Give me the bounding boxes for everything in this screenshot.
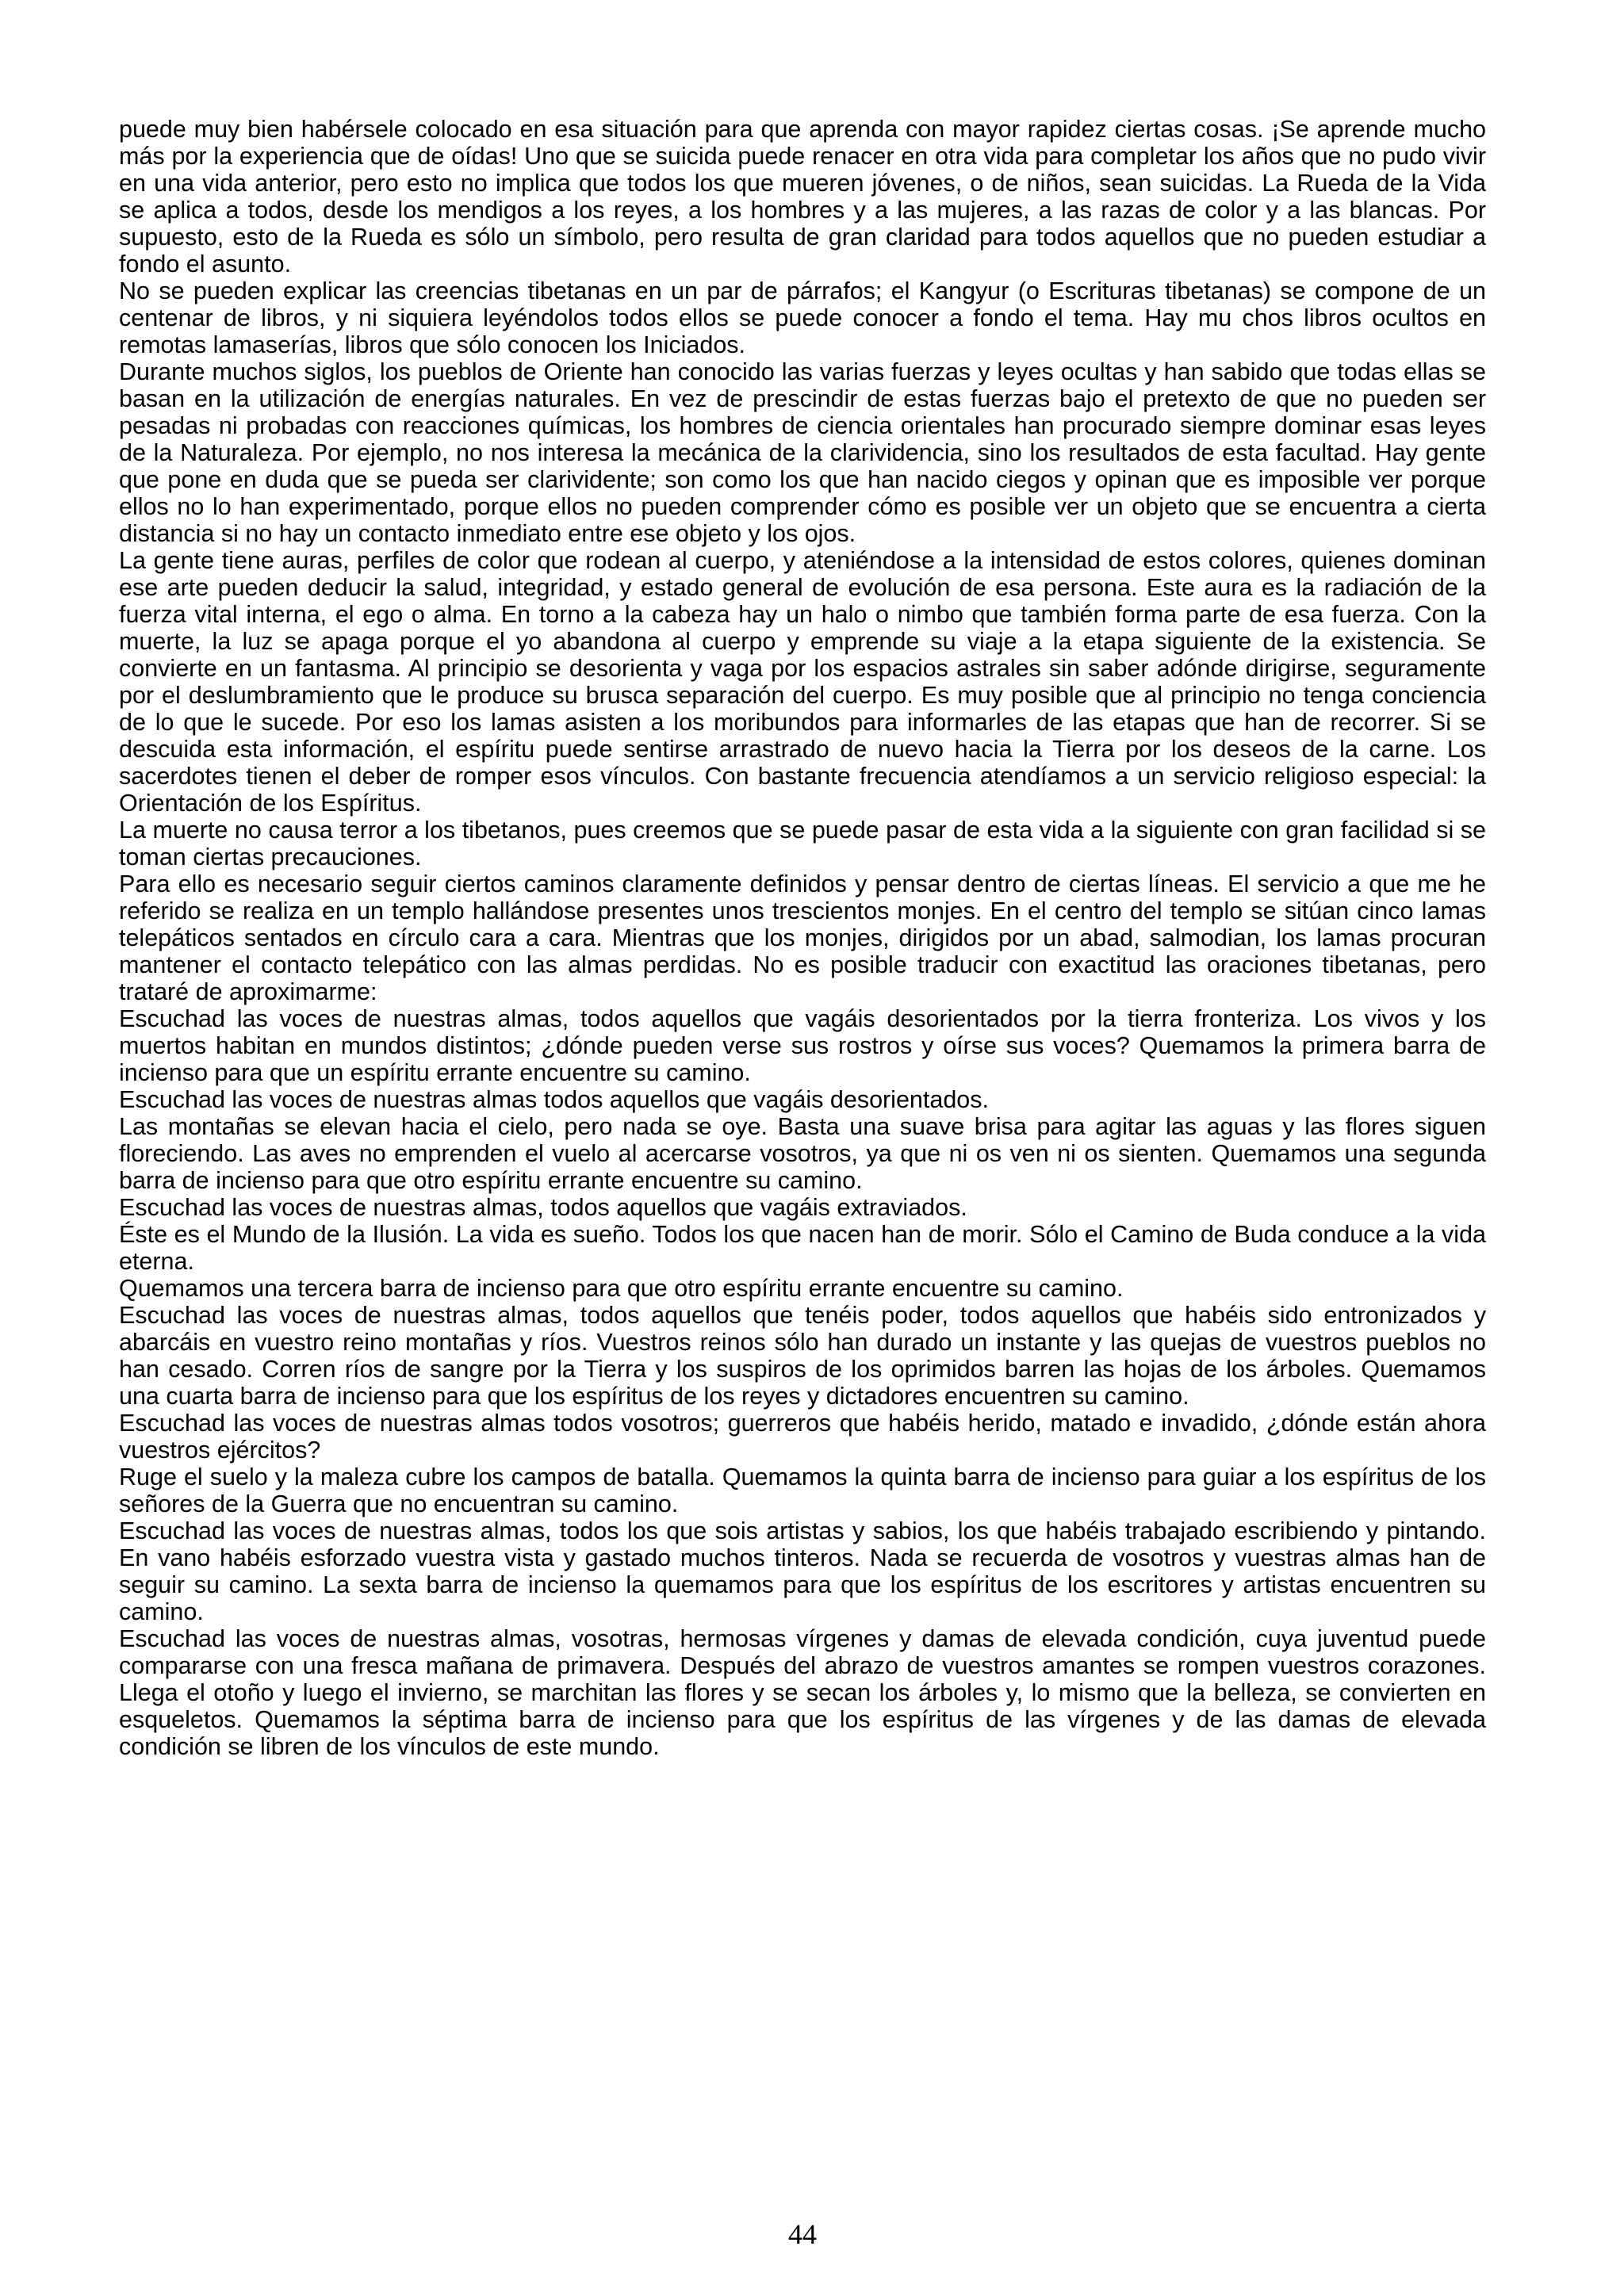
paragraph: No se pueden explicar las creencias tibetanas en un par de párrafos; el Kangyur (o Escrituras tibetanas) se compone de un centenar de libros, y ni siquiera leyéndolos todos ellos se puede conocer a fondo el tema. Hay mu chos libros ocultos en remotas lamaserías, libros que sólo conocen los Iniciados. — [119, 277, 1486, 358]
prayer-paragraph: Escuchad las voces de nuestras almas, todos aquellos que vagáis extraviados. — [119, 1194, 967, 1221]
paragraph: La muerte no causa terror a los tibetanos, pues creemos que se puede pasar de esta vida a la siguiente con gran facilidad si se toman ciertas precauciones. — [119, 817, 1486, 871]
paragraph: puede muy bien habérsele colocado en esa situación para que aprenda con mayor rapidez ciertas cosas. ¡Se aprende mucho más por la experiencia que de oídas! Uno que se suicida puede renacer en otra vida para completar los años que no pudo vivir en una vida anterior, pero esto no implica que todos los que mueren jóvenes, o de niños, sean suicidas. La Rueda de la Vida se aplica a todos, desde los mendigos a los reyes, a los hombres y a las mujeres, a las razas de color y a las blancas. Por supuesto, esto de la Rueda es sólo un símbolo, pero resulta de gran claridad para todos aquellos que no pueden estudiar a fondo el asunto. — [119, 116, 1486, 277]
paragraph: Durante muchos siglos, los pueblos de Oriente han conocido las varias fuerzas y leyes ocultas y han sabido que todas ellas se basan en la utilización de energías naturales. En vez de prescindir de estas fuerzas bajo el pretexto de que no pueden ser pesadas ni probadas con reacciones químicas, los hombres de ciencia orientales han procurado siempre dominar esas leyes de la Naturaleza. Por ejemplo, no nos interesa la mecánica de la clarividencia, sino los resultados de esta facultad. Hay gente que pone en duda que se pueda ser clarividente; son como los que han nacido ciegos y opinan que es imposible ver porque ellos no lo han experimentado, porque ellos no pueden comprender cómo es posible ver un objeto que se encuentra a cierta distancia si no hay un contacto inmediato entre ese objeto y los ojos. — [119, 358, 1486, 547]
prayer-paragraph: Escuchad las voces de nuestras almas, todos los que sois artistas y sabios, los que habéis trabajado escribiendo y pintando. En vano habéis esforzado vuestra vista y gastado muchos tinteros. Nada se recuerda de vosotros y vuestras almas han de seguir su camino. La sexta barra de incienso la quemamos para que los espíritus de los escritores y artistas encuentren su camino. — [119, 1517, 1486, 1625]
prayer-paragraph: Escuchad las voces de nuestras almas todos vosotros; guerreros que habéis herido, matado e invadido, ¿dónde están ahora vuestros ejércitos? — [119, 1410, 1486, 1464]
prayer-paragraph: Escuchad las voces de nuestras almas, vosotras, hermosas vírgenes y damas de elevada condición, cuya juventud puede compararse con una fresca mañana de primavera. Después del abrazo de vuestros amantes se rompen vuestros corazones. Llega el otoño y luego el invierno, se marchitan las flores y se secan los árboles y, lo mismo que la belleza, se convierten en esqueletos. Quemamos la séptima barra de incienso para que los espíritus de las vírgenes y de las damas de elevada condición se libren de los vínculos de este mundo. — [119, 1625, 1486, 1760]
prayer-paragraph: Escuchad las voces de nuestras almas, todos aquellos que vagáis desorientados por la tierra fronteriza. Los vivos y los muertos habitan en mundos distintos; ¿dónde pueden verse sus rostros y oírse sus voces? Quemamos la primera barra de incienso para que un espíritu errante encuentre su camino. — [119, 1005, 1486, 1086]
page-body — [119, 116, 1486, 1760]
prayer-paragraph: Éste es el Mundo de la Ilusión. La vida es sueño. Todos los que nacen han de morir. Sólo el Camino de Buda conduce a la vida eterna. — [119, 1221, 1486, 1275]
prayer-paragraph: Escuchad las voces de nuestras almas, todos aquellos que tenéis poder, todos aquellos que habéis sido entronizados y abarcáis en vuestro reino montañas y ríos. Vuestros reinos sólo han durado un instante y las quejas de vuestros pueblos no han cesado. Corren ríos de sangre por la Tierra y los suspiros de los oprimidos barren las hojas de los árboles. Quemamos una cuarta barra de incienso para que los espíritus de los reyes y dictadores encuentren su camino. — [119, 1302, 1486, 1410]
prayer-paragraph: Escuchad las voces de nuestras almas todos aquellos que vagáis desorientados. — [119, 1086, 989, 1113]
page-number: 44 — [788, 2218, 817, 2250]
prayer-paragraph: Quemamos una tercera barra de incienso para que otro espíritu errante encuentre su camino. — [119, 1275, 1124, 1302]
paragraph: Para ello es necesario seguir ciertos caminos claramente definidos y pensar dentro de ciertas líneas. El servicio a que me he referido se realiza en un templo hallándose presentes unos trescientos monjes. En el centro del templo se sitúan cinco lamas telepáticos sentados en círculo cara a cara. Mientras que los monjes, dirigidos por un abad, salmodian, los lamas procuran mantener el contacto telepático con las almas perdidas. No es posible traducir con exactitud las oraciones tibetanas, pero trataré de aproximarme: — [119, 871, 1486, 1005]
paragraph: La gente tiene auras, perfiles de color que rodean al cuerpo, y ateniéndose a la intensidad de estos colores, quienes dominan ese arte pueden deducir la salud, integridad, y estado general de evolución de esa persona. Este aura es la radiación de la fuerza vital interna, el ego o alma. En torno a la cabeza hay un halo o nimbo que también forma parte de esa fuerza. Con la muerte, la luz se apaga porque el yo abandona al cuerpo y emprende su viaje a la etapa siguiente de la existencia. Se convierte en un fantasma. Al principio se desorienta y vaga por los espacios astrales sin saber adónde dirigirse, seguramente por el deslumbramiento que le produce su brusca separación del cuerpo. Es muy posible que al principio no tenga conciencia de lo que le sucede. Por eso los lamas asisten a los moribundos para informarles de las etapas que han de recorrer. Si se descuida esta información, el espíritu puede sentirse arrastrado de nuevo hacia la Tierra por los deseos de la carne. Los sacerdotes tienen el deber de romper esos vínculos. Con bastante frecuencia atendíamos a un servicio religioso especial: la Orientación de los Espíritus. — [119, 547, 1486, 817]
prayer-paragraph: Las montañas se elevan hacia el cielo, pero nada se oye. Basta una suave brisa para agitar las aguas y las flores siguen floreciendo. Las aves no emprenden el vuelo al acercarse vosotros, ya que ni os ven ni os sienten. Quemamos una segunda barra de incienso para que otro espíritu errante encuentre su camino. — [119, 1113, 1486, 1194]
document-page — [119, 116, 1486, 2250]
prayer-paragraph: Ruge el suelo y la maleza cubre los campos de batalla. Quemamos la quinta barra de incienso para guiar a los espíritus de los señores de la Guerra que no encuentran su camino. — [119, 1464, 1486, 1517]
